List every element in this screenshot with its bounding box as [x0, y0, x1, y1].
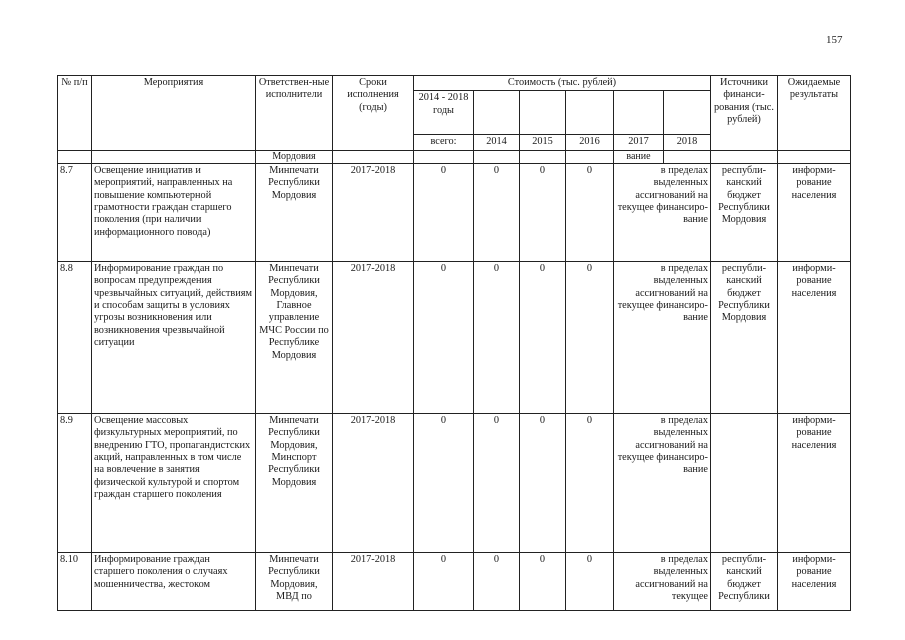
header-event: Мероприятия	[92, 76, 256, 151]
header-year: 2017	[614, 135, 664, 150]
row-event: Освещение инициатив и мероприятий, направленных на повышение компьютерной грамотности граждан старшего поколения (при наличии информационного повода)	[92, 163, 256, 261]
program-table	[57, 75, 851, 611]
row-funding: в пределах выделенных ассигнований на текущее финансиро-вание	[614, 261, 711, 413]
row-results: информи-рование населения	[778, 413, 851, 552]
row-results: информи-рование населения	[778, 163, 851, 261]
row-value-2015: 0	[474, 413, 520, 552]
row-num: 8.7	[58, 163, 92, 261]
row-event: Освещение массовых физкультурных мероприятий, по внедрению ГТО, пропагандистских акций, направленных в том числе на вовлечение в занятия физической культурой и спортом граждан старшего поколения	[92, 413, 256, 552]
header-responsible: Ответствен-ные исполнители	[256, 76, 333, 151]
row-event: Информирование граждан по вопросам предупреждения чрезвычайных ситуаций, действиям и способам защиты в условиях угрозы возникновения или возникновения чрезвычайной ситуации	[92, 261, 256, 413]
header-row-1	[58, 76, 851, 91]
header-sources: Источники финанси-рования (тыс. рублей)	[711, 76, 778, 151]
row-value-2017: 0	[566, 163, 614, 261]
row-funding: в пределах выделенных ассигнований на текущее финансиро-вание	[614, 413, 711, 552]
header-year: 2015	[520, 135, 566, 150]
header-period: 2014 - 2018 годы	[414, 91, 474, 135]
header-year: 2014	[474, 135, 520, 150]
row-sources: республи-канский бюджет Республики Мордовия	[711, 261, 778, 413]
table-row	[58, 261, 851, 413]
header-cost: Стоимость (тыс. рублей)	[414, 76, 711, 91]
row-sources	[711, 413, 778, 552]
header-deadline: Сроки исполнения (годы)	[333, 76, 414, 151]
header-results: Ожидаемые результаты	[778, 76, 851, 151]
row-sources: республи-канский бюджет Республики Мордовия	[711, 163, 778, 261]
row-deadline: 2017-2018	[333, 552, 414, 610]
row-responsible: Минпечати Республики Мордовия	[256, 163, 333, 261]
row-value-2016: 0	[520, 413, 566, 552]
row-responsible: Минпечати Республики Мордовия, Минспорт Республики Мордовия	[256, 413, 333, 552]
page-number: 157	[826, 34, 843, 46]
table-row	[58, 413, 851, 552]
row-value-2017: 0	[566, 413, 614, 552]
row-value-2015: 0	[474, 552, 520, 610]
cont-funding: вание	[614, 150, 664, 163]
row-results: информи-рование населения	[778, 261, 851, 413]
row-responsible: Минпечати Республики Мордовия, Главное управление МЧС России по Республике Мордовия	[256, 261, 333, 413]
row-value-2016: 0	[520, 261, 566, 413]
row-funding: в пределах выделенных ассигнований на текущее	[614, 552, 711, 610]
row-value-2016: 0	[520, 163, 566, 261]
continuation-row	[58, 150, 851, 163]
table-row	[58, 163, 851, 261]
row-responsible: Минпечати Республики Мордовия, МВД по	[256, 552, 333, 610]
row-sources: республи-канский бюджет Республики	[711, 552, 778, 610]
header-total: всего:	[414, 135, 474, 150]
row-deadline: 2017-2018	[333, 413, 414, 552]
row-value-2014: 0	[414, 163, 474, 261]
row-value-2017: 0	[566, 552, 614, 610]
row-value-2016: 0	[520, 552, 566, 610]
row-results: информи-рование населения	[778, 552, 851, 610]
row-num: 8.9	[58, 413, 92, 552]
row-num: 8.8	[58, 261, 92, 413]
row-funding: в пределах выделенных ассигнований на текущее финансиро-вание	[614, 163, 711, 261]
header-year: 2018	[664, 135, 711, 150]
header-num: № п/п	[58, 76, 92, 151]
table-row	[58, 552, 851, 610]
cont-responsible: Мордовия	[256, 150, 333, 163]
row-value-2015: 0	[474, 163, 520, 261]
row-value-2015: 0	[474, 261, 520, 413]
row-deadline: 2017-2018	[333, 163, 414, 261]
header-year: 2016	[566, 135, 614, 150]
row-event: Информирование граждан старшего поколения о случаях мошенничества, жестоком	[92, 552, 256, 610]
row-deadline: 2017-2018	[333, 261, 414, 413]
row-value-2014: 0	[414, 413, 474, 552]
row-value-2014: 0	[414, 261, 474, 413]
row-value-2017: 0	[566, 261, 614, 413]
row-value-2014: 0	[414, 552, 474, 610]
row-num: 8.10	[58, 552, 92, 610]
